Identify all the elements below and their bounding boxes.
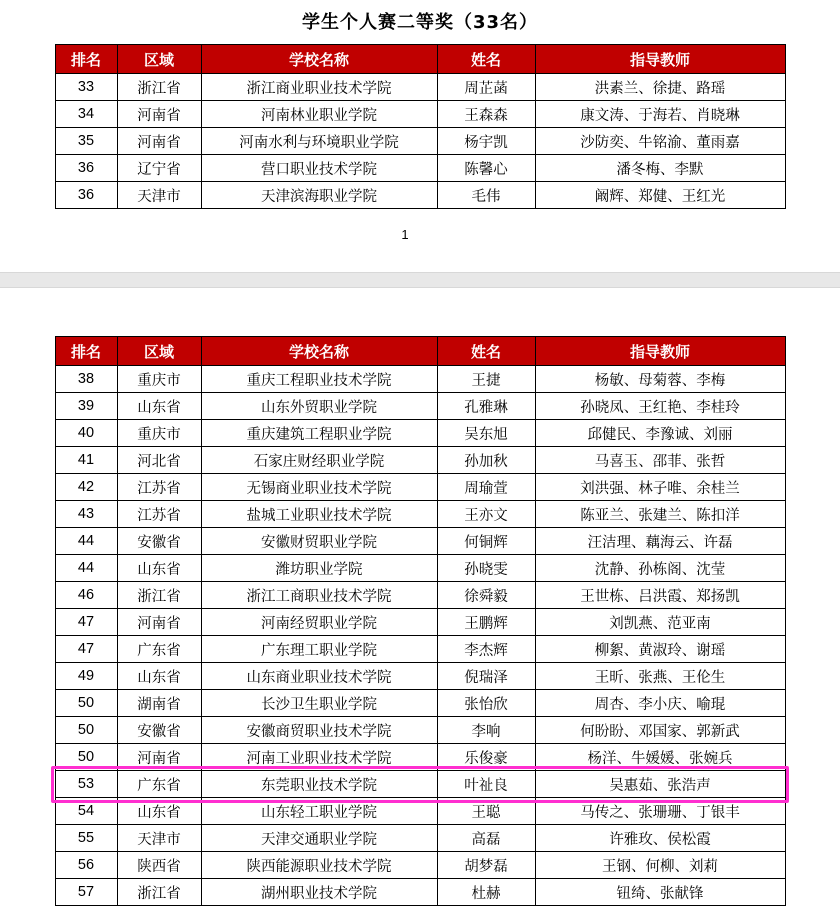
cell-name: 陈馨心 bbox=[437, 155, 535, 182]
cell-region: 江苏省 bbox=[117, 474, 201, 501]
table-row bbox=[55, 690, 785, 717]
cell-rank: 49 bbox=[55, 663, 117, 690]
cell-name: 王亦文 bbox=[437, 501, 535, 528]
cell-rank: 53 bbox=[55, 771, 117, 798]
cell-school: 河南经贸职业学院 bbox=[201, 609, 437, 636]
cell-name: 李杰辉 bbox=[437, 636, 535, 663]
cell-name: 孙晓雯 bbox=[437, 555, 535, 582]
cell-rank: 50 bbox=[55, 690, 117, 717]
cell-region: 山东省 bbox=[117, 663, 201, 690]
table-row bbox=[55, 420, 785, 447]
cell-teacher: 周杏、李小庆、喻琨 bbox=[535, 690, 785, 717]
cell-teacher: 刘凯燕、范亚南 bbox=[535, 609, 785, 636]
cell-region: 河南省 bbox=[117, 609, 201, 636]
page-separator bbox=[0, 272, 840, 288]
cell-rank: 46 bbox=[55, 582, 117, 609]
table-row bbox=[55, 393, 785, 420]
cell-teacher: 马喜玉、邵菲、张哲 bbox=[535, 447, 785, 474]
cell-name: 高磊 bbox=[437, 825, 535, 852]
column-header-rank: 排名 bbox=[55, 337, 117, 366]
cell-rank: 34 bbox=[55, 101, 117, 128]
cell-name: 孙加秋 bbox=[437, 447, 535, 474]
cell-teacher: 何盼盼、邓国家、郭新武 bbox=[535, 717, 785, 744]
page-title: 学生个人赛二等奖（33名） bbox=[301, 12, 539, 33]
cell-school: 山东商业职业技术学院 bbox=[201, 663, 437, 690]
cell-rank: 56 bbox=[55, 852, 117, 879]
column-header-teacher: 指导教师 bbox=[535, 337, 785, 366]
cell-rank: 47 bbox=[55, 636, 117, 663]
cell-region: 山东省 bbox=[117, 555, 201, 582]
cell-region: 重庆市 bbox=[117, 420, 201, 447]
column-header-teacher: 指导教师 bbox=[535, 45, 785, 74]
cell-rank: 39 bbox=[55, 393, 117, 420]
cell-teacher: 陈亚兰、张建兰、陈扣洋 bbox=[535, 501, 785, 528]
cell-school: 陕西能源职业技术学院 bbox=[201, 852, 437, 879]
table-row bbox=[55, 771, 785, 798]
cell-school: 无锡商业职业技术学院 bbox=[201, 474, 437, 501]
cell-teacher: 阚辉、郑健、王红光 bbox=[535, 182, 785, 209]
cell-teacher: 沙防奕、牛铭渝、董雨嘉 bbox=[535, 128, 785, 155]
cell-teacher: 潘冬梅、李默 bbox=[535, 155, 785, 182]
cell-rank: 43 bbox=[55, 501, 117, 528]
cell-name: 胡梦磊 bbox=[437, 852, 535, 879]
cell-school: 山东轻工职业学院 bbox=[201, 798, 437, 825]
cell-region: 河南省 bbox=[117, 744, 201, 771]
cell-name: 乐俊豪 bbox=[437, 744, 535, 771]
cell-teacher: 洪素兰、徐捷、路瑶 bbox=[535, 74, 785, 101]
cell-teacher: 钮绮、张献锋 bbox=[535, 879, 785, 906]
cell-region: 广东省 bbox=[117, 636, 201, 663]
cell-teacher: 邱健民、李豫诚、刘丽 bbox=[535, 420, 785, 447]
cell-teacher: 王昕、张燕、王伦生 bbox=[535, 663, 785, 690]
cell-name: 张怡欣 bbox=[437, 690, 535, 717]
table-row bbox=[55, 528, 785, 555]
table-row bbox=[55, 501, 785, 528]
cell-rank: 50 bbox=[55, 717, 117, 744]
table-header-row bbox=[55, 45, 785, 74]
cell-name: 吴东旭 bbox=[437, 420, 535, 447]
cell-region: 河南省 bbox=[117, 128, 201, 155]
cell-rank: 55 bbox=[55, 825, 117, 852]
page-gap bbox=[0, 242, 840, 272]
table-row bbox=[55, 636, 785, 663]
table-row bbox=[55, 128, 785, 155]
page-section-top bbox=[0, 0, 840, 242]
cell-name: 王森森 bbox=[437, 101, 535, 128]
cell-teacher: 许雅玫、侯松霞 bbox=[535, 825, 785, 852]
award-table-top bbox=[55, 44, 786, 209]
cell-rank: 40 bbox=[55, 420, 117, 447]
cell-rank: 38 bbox=[55, 366, 117, 393]
cell-school: 湖州职业技术学院 bbox=[201, 879, 437, 906]
cell-region: 重庆市 bbox=[117, 366, 201, 393]
cell-teacher: 孙晓凤、王红艳、李桂玲 bbox=[535, 393, 785, 420]
cell-teacher: 沈静、孙栋阁、沈莹 bbox=[535, 555, 785, 582]
cell-region: 安徽省 bbox=[117, 717, 201, 744]
cell-school: 安徽财贸职业学院 bbox=[201, 528, 437, 555]
cell-region: 安徽省 bbox=[117, 528, 201, 555]
cell-teacher: 杨敏、母菊蓉、李梅 bbox=[535, 366, 785, 393]
cell-teacher: 刘洪强、林子唯、余桂兰 bbox=[535, 474, 785, 501]
cell-school: 重庆工程职业技术学院 bbox=[201, 366, 437, 393]
cell-school: 长沙卫生职业学院 bbox=[201, 690, 437, 717]
table-row bbox=[55, 825, 785, 852]
cell-name: 王鹏辉 bbox=[437, 609, 535, 636]
cell-school: 广东理工职业学院 bbox=[201, 636, 437, 663]
cell-name: 徐舜毅 bbox=[437, 582, 535, 609]
cell-teacher: 汪洁理、藕海云、许磊 bbox=[535, 528, 785, 555]
cell-school: 安徽商贸职业技术学院 bbox=[201, 717, 437, 744]
cell-region: 江苏省 bbox=[117, 501, 201, 528]
cell-school: 天津滨海职业学院 bbox=[201, 182, 437, 209]
cell-rank: 44 bbox=[55, 528, 117, 555]
cell-teacher: 王世栋、吕洪霞、郑扬凯 bbox=[535, 582, 785, 609]
cell-rank: 36 bbox=[55, 182, 117, 209]
cell-teacher: 康文涛、于海若、肖晓琳 bbox=[535, 101, 785, 128]
table-row bbox=[55, 555, 785, 582]
column-header-school: 学校名称 bbox=[201, 45, 437, 74]
cell-region: 河南省 bbox=[117, 101, 201, 128]
table-row bbox=[55, 852, 785, 879]
table-row bbox=[55, 798, 785, 825]
cell-rank: 44 bbox=[55, 555, 117, 582]
cell-rank: 35 bbox=[55, 128, 117, 155]
cell-name: 周芷菡 bbox=[437, 74, 535, 101]
cell-rank: 41 bbox=[55, 447, 117, 474]
cell-school: 河南林业职业学院 bbox=[201, 101, 437, 128]
table-row bbox=[55, 474, 785, 501]
cell-rank: 47 bbox=[55, 609, 117, 636]
cell-school: 盐城工业职业技术学院 bbox=[201, 501, 437, 528]
cell-school: 浙江商业职业技术学院 bbox=[201, 74, 437, 101]
table-row bbox=[55, 744, 785, 771]
table-row bbox=[55, 582, 785, 609]
table-row bbox=[55, 717, 785, 744]
table-row bbox=[55, 155, 785, 182]
column-header-region: 区域 bbox=[117, 337, 201, 366]
award-table-bottom bbox=[55, 336, 786, 906]
table-row bbox=[55, 182, 785, 209]
table-row bbox=[55, 74, 785, 101]
cell-region: 浙江省 bbox=[117, 879, 201, 906]
cell-name: 倪瑞泽 bbox=[437, 663, 535, 690]
cell-school: 天津交通职业学院 bbox=[201, 825, 437, 852]
column-header-school: 学校名称 bbox=[201, 337, 437, 366]
cell-name: 周瑜萱 bbox=[437, 474, 535, 501]
table-row bbox=[55, 101, 785, 128]
cell-teacher: 吴惠茹、张浩声 bbox=[535, 771, 785, 798]
cell-school: 山东外贸职业学院 bbox=[201, 393, 437, 420]
cell-school: 浙江工商职业技术学院 bbox=[201, 582, 437, 609]
cell-name: 李响 bbox=[437, 717, 535, 744]
cell-region: 湖南省 bbox=[117, 690, 201, 717]
cell-region: 天津市 bbox=[117, 825, 201, 852]
cell-region: 辽宁省 bbox=[117, 155, 201, 182]
cell-rank: 57 bbox=[55, 879, 117, 906]
cell-name: 王聪 bbox=[437, 798, 535, 825]
cell-name: 杨宇凯 bbox=[437, 128, 535, 155]
column-header-name: 姓名 bbox=[437, 45, 535, 74]
cell-region: 山东省 bbox=[117, 798, 201, 825]
cell-region: 陕西省 bbox=[117, 852, 201, 879]
cell-school: 东莞职业技术学院 bbox=[201, 771, 437, 798]
cell-rank: 33 bbox=[55, 74, 117, 101]
cell-rank: 54 bbox=[55, 798, 117, 825]
cell-region: 河北省 bbox=[117, 447, 201, 474]
cell-school: 营口职业技术学院 bbox=[201, 155, 437, 182]
cell-name: 叶祉良 bbox=[437, 771, 535, 798]
cell-school: 潍坊职业学院 bbox=[201, 555, 437, 582]
cell-region: 广东省 bbox=[117, 771, 201, 798]
cell-name: 王捷 bbox=[437, 366, 535, 393]
page-section-bottom bbox=[0, 288, 840, 906]
cell-school: 河南工业职业技术学院 bbox=[201, 744, 437, 771]
cell-region: 山东省 bbox=[117, 393, 201, 420]
cell-rank: 36 bbox=[55, 155, 117, 182]
cell-teacher: 马传之、张珊珊、丁银丰 bbox=[535, 798, 785, 825]
cell-region: 天津市 bbox=[117, 182, 201, 209]
table-row bbox=[55, 366, 785, 393]
cell-school: 河南水利与环境职业学院 bbox=[201, 128, 437, 155]
table-header-row bbox=[55, 337, 785, 366]
cell-teacher: 杨洋、牛媛媛、张婉兵 bbox=[535, 744, 785, 771]
table-row bbox=[55, 663, 785, 690]
cell-teacher: 王钢、何柳、刘莉 bbox=[535, 852, 785, 879]
cell-teacher: 柳絮、黄淑玲、谢瑶 bbox=[535, 636, 785, 663]
table-row bbox=[55, 609, 785, 636]
table-row bbox=[55, 879, 785, 906]
cell-rank: 50 bbox=[55, 744, 117, 771]
column-header-name: 姓名 bbox=[437, 337, 535, 366]
cell-name: 孔雅琳 bbox=[437, 393, 535, 420]
cell-name: 何铜辉 bbox=[437, 528, 535, 555]
cell-name: 毛伟 bbox=[437, 182, 535, 209]
column-header-rank: 排名 bbox=[55, 45, 117, 74]
cell-region: 浙江省 bbox=[117, 582, 201, 609]
cell-region: 浙江省 bbox=[117, 74, 201, 101]
cell-name: 杜赫 bbox=[437, 879, 535, 906]
cell-rank: 42 bbox=[55, 474, 117, 501]
column-header-region: 区域 bbox=[117, 45, 201, 74]
page-number: 1 bbox=[401, 227, 409, 242]
table-row bbox=[55, 447, 785, 474]
cell-school: 重庆建筑工程职业学院 bbox=[201, 420, 437, 447]
cell-school: 石家庄财经职业学院 bbox=[201, 447, 437, 474]
